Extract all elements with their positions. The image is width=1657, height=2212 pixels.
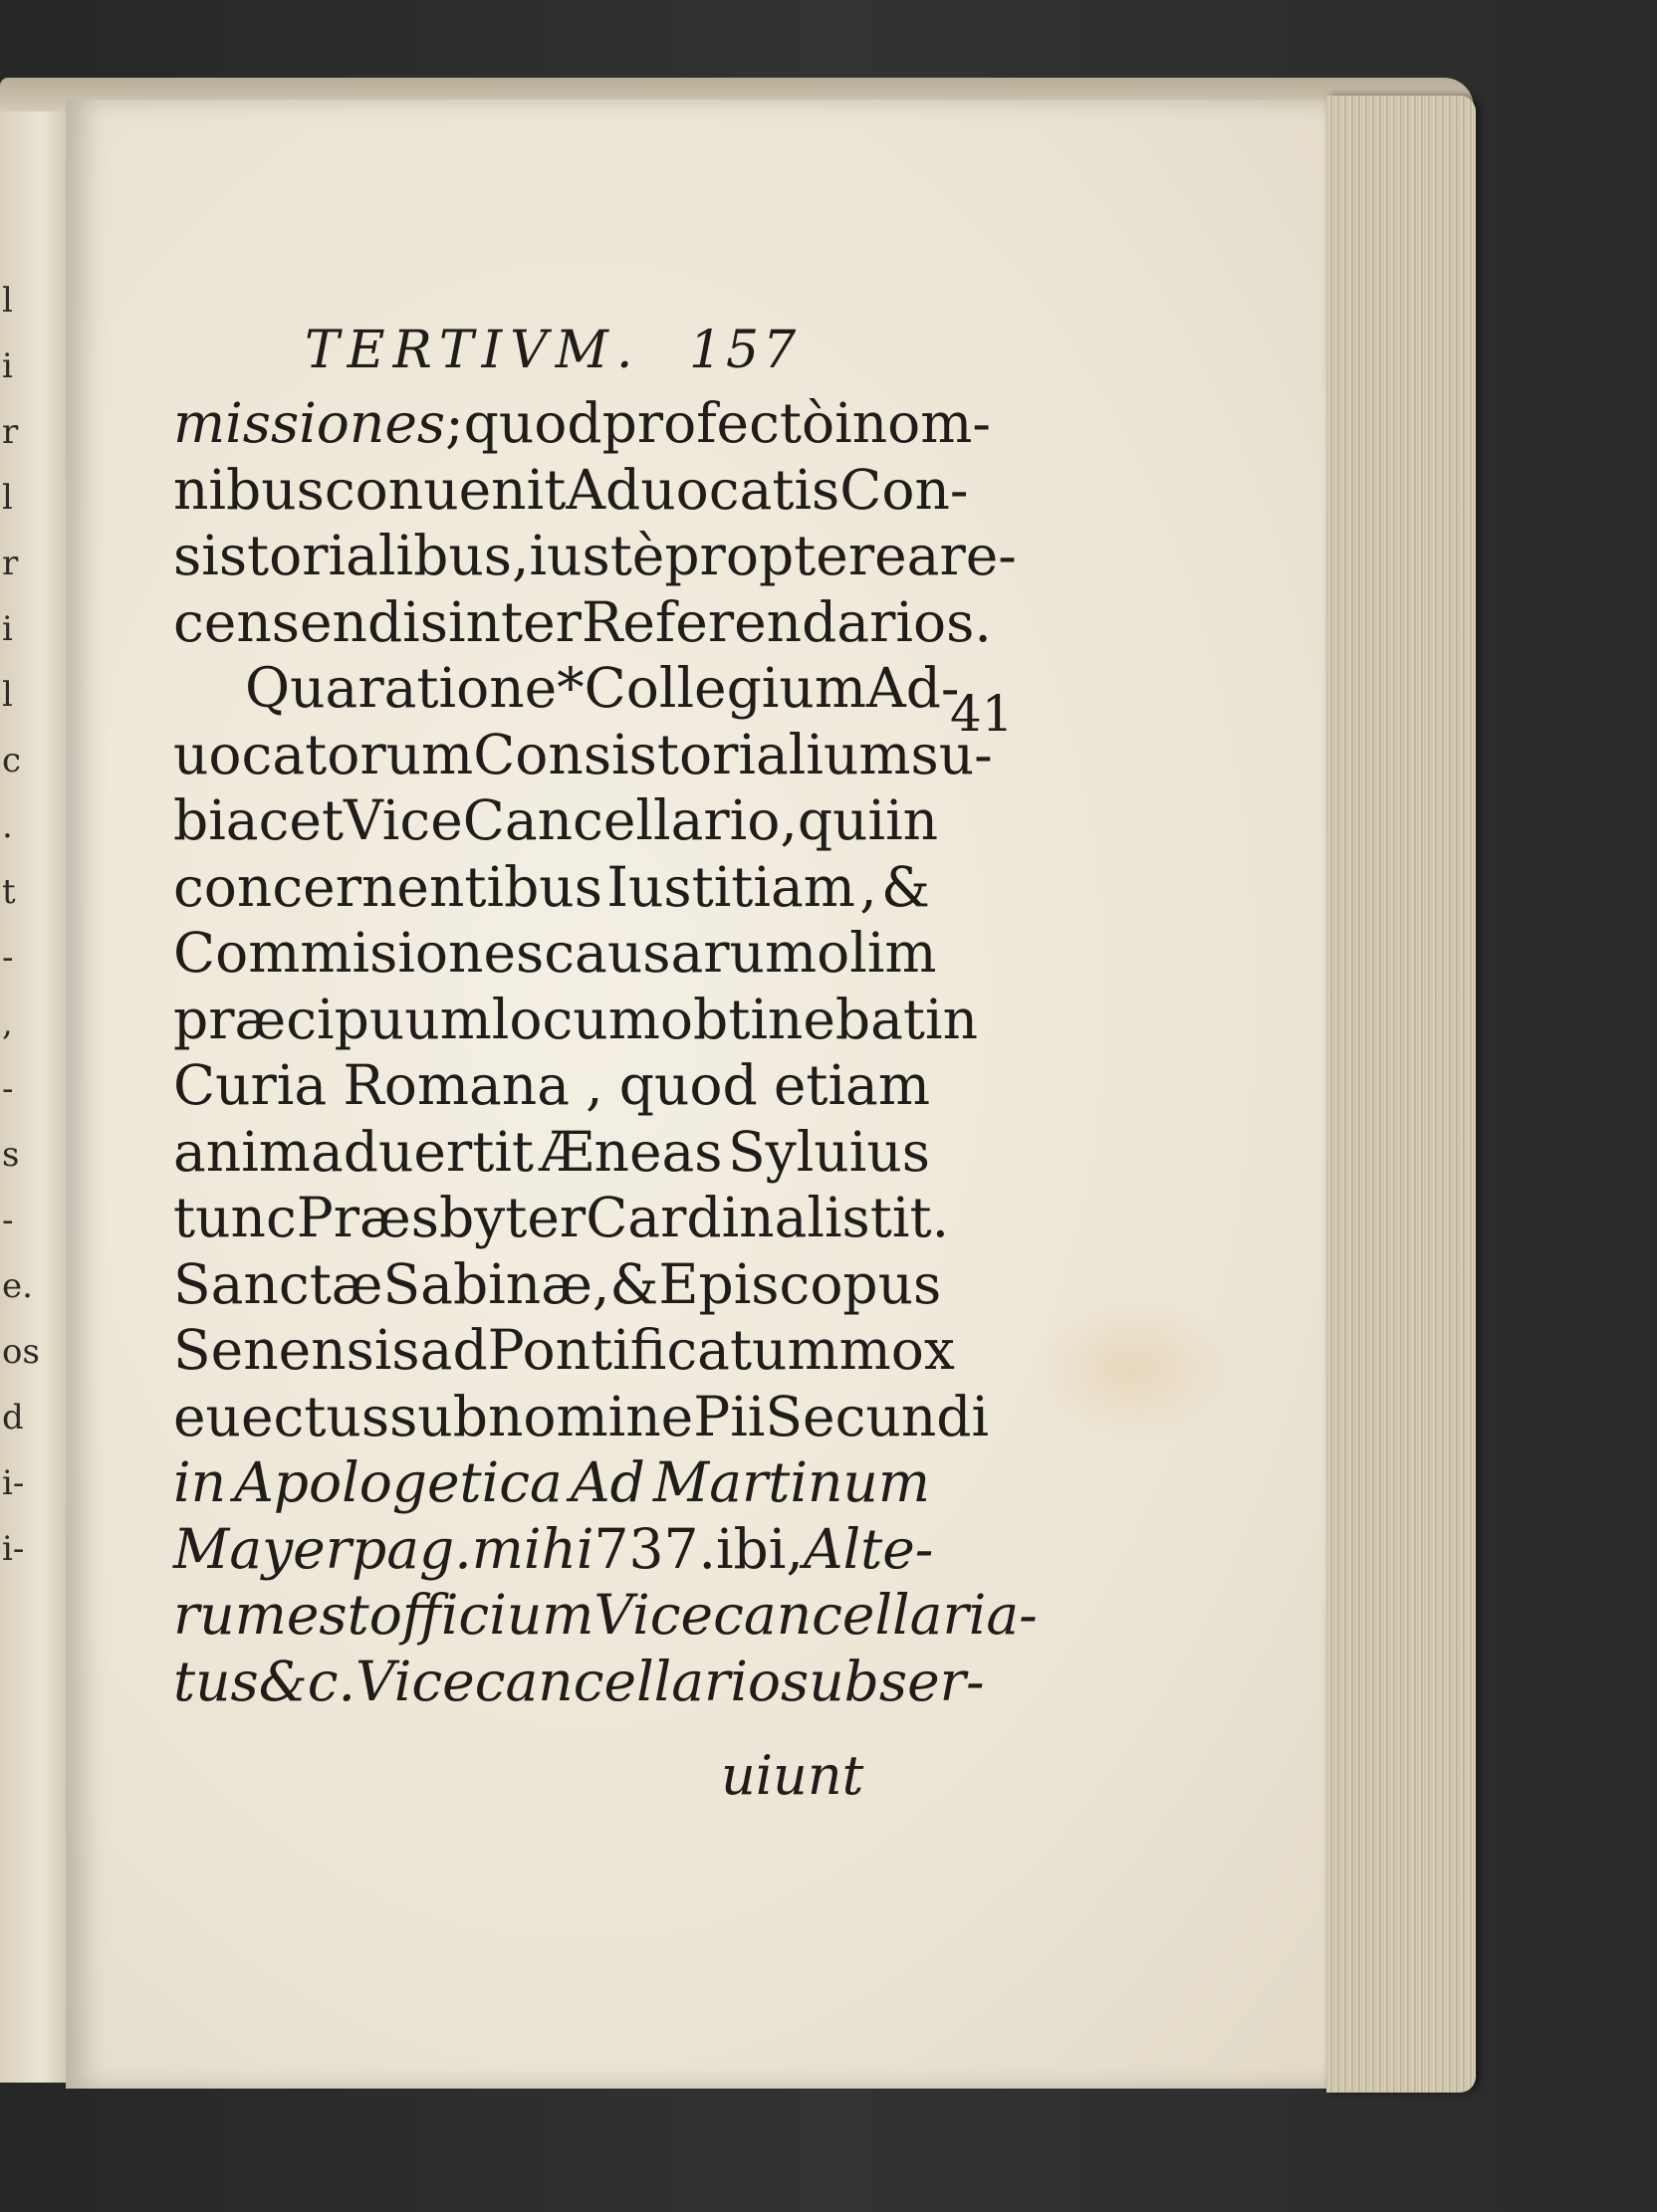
text-line	[173, 1052, 930, 1119]
word: pag.	[352, 1516, 472, 1581]
word: mox	[838, 1318, 955, 1382]
word: Senensis	[173, 1318, 420, 1382]
word: ,	[586, 1053, 603, 1117]
left-page-fragment: e.	[2, 1266, 33, 1306]
left-page-fragment: d	[2, 1398, 24, 1438]
left-page-edge	[0, 111, 72, 2083]
word: 737.	[593, 1516, 716, 1581]
running-head	[305, 321, 862, 380]
word: in	[173, 1450, 227, 1514]
word: ratione	[357, 656, 558, 720]
word: sistorialibus,	[173, 524, 530, 587]
running-head-title: TERTIVM.	[305, 321, 641, 380]
word: Commisiones	[173, 921, 545, 985]
text-line	[173, 390, 991, 457]
left-page-fragment: -	[2, 938, 14, 978]
word: nomine	[487, 1384, 694, 1448]
left-page-fragment: l	[2, 478, 13, 518]
word: Episcopus	[658, 1251, 942, 1316]
word: *Collegium	[557, 656, 866, 720]
text-line	[173, 523, 1017, 589]
text-line	[173, 1119, 930, 1186]
left-page-fragment: c	[2, 741, 22, 780]
left-page-fragment: l	[2, 281, 13, 321]
page-edges	[1326, 96, 1476, 2093]
text-line	[173, 589, 992, 656]
word: quod	[618, 1053, 758, 1117]
text-line	[173, 1185, 950, 1251]
word: mihi	[471, 1516, 594, 1581]
left-page-fragment: r	[2, 412, 19, 452]
word: Referendarios	[581, 589, 975, 654]
word: iustè	[529, 524, 665, 587]
word: Iustitiam	[606, 854, 855, 919]
left-page-fragment: l	[2, 675, 13, 715]
word: causarum	[544, 921, 818, 985]
word: Martinum	[652, 1450, 930, 1514]
word: Mayer	[173, 1516, 353, 1581]
text-line	[173, 1582, 1038, 1649]
word: ,	[592, 1251, 610, 1316]
word: in	[924, 987, 978, 1051]
text-line	[173, 987, 978, 1053]
word: Pontificatum	[487, 1318, 839, 1382]
word: in	[834, 391, 888, 455]
word: censendis	[173, 589, 448, 654]
catchword: uiunt	[721, 1744, 864, 1807]
word: Ad-	[865, 656, 960, 720]
text-line	[173, 1251, 942, 1318]
word: officium	[368, 1583, 594, 1647]
word: Consistorialium	[473, 722, 911, 786]
word: qui	[797, 788, 886, 852]
left-page-fragment: i-	[2, 1463, 25, 1503]
left-page-fragment: -	[2, 1201, 14, 1240]
word: &	[881, 854, 930, 919]
word: Con-	[839, 457, 969, 522]
text-line	[173, 655, 960, 722]
left-page-fragment: r	[2, 544, 19, 583]
word: Præsbyter	[296, 1186, 587, 1249]
word: Ad	[570, 1450, 645, 1514]
left-page-fragment: i	[2, 609, 13, 649]
word: &c.	[258, 1649, 355, 1713]
word: inter	[448, 589, 582, 654]
word: uocatorum	[173, 722, 474, 786]
word: sub	[389, 1384, 488, 1448]
text-line	[173, 1516, 934, 1583]
word: biacet	[173, 788, 345, 852]
word: nibus	[173, 457, 325, 522]
text-line	[173, 787, 939, 854]
text-line	[173, 1649, 985, 1715]
text-line	[173, 722, 993, 788]
word: ad	[419, 1318, 488, 1382]
left-page-fragment: os	[2, 1332, 40, 1372]
word: Syluius	[727, 1119, 930, 1184]
margin-note: 41	[950, 685, 1014, 743]
word: Romana	[343, 1053, 570, 1117]
word: Secundi	[765, 1384, 990, 1448]
text-line	[173, 854, 930, 921]
word: Æneas	[539, 1119, 723, 1184]
word: Curia	[173, 1053, 328, 1117]
word: quod	[463, 391, 602, 455]
page-number: 157	[688, 321, 801, 380]
word: Pii	[693, 1384, 766, 1448]
left-page-fragment: i	[2, 346, 13, 386]
text-line	[173, 1384, 990, 1450]
text-line	[173, 457, 969, 524]
word: in	[885, 788, 939, 852]
word: Alte-	[803, 1516, 934, 1581]
word: conuenit	[324, 457, 567, 522]
word: Cardinalis	[586, 1186, 870, 1249]
word: Sabinæ	[382, 1251, 592, 1316]
word: Sanctæ	[173, 1251, 383, 1316]
word: ;	[445, 391, 464, 455]
word: euectus	[173, 1384, 390, 1448]
word: re-	[939, 524, 1017, 587]
word: tus	[173, 1649, 259, 1713]
word: Apologetica	[234, 1450, 563, 1514]
word: om-	[887, 391, 991, 455]
word: locum	[491, 987, 660, 1051]
word: tit.	[869, 1186, 950, 1249]
left-page-fragment: ,	[2, 1003, 13, 1043]
word: missiones	[173, 391, 446, 455]
word: ViceCancellario,	[344, 788, 798, 852]
left-page-fragment: i-	[2, 1529, 25, 1569]
left-page-fragment: .	[2, 806, 13, 846]
word: est	[286, 1583, 369, 1647]
word: tunc	[173, 1186, 297, 1249]
left-page-fragment: s	[2, 1135, 20, 1175]
word: &	[609, 1251, 659, 1316]
word: olim	[817, 921, 937, 985]
word: Qua	[245, 656, 358, 720]
word: ibi,	[715, 1516, 804, 1581]
word: .	[974, 589, 992, 654]
word: ,	[859, 854, 877, 919]
word: Vicecancellario	[355, 1649, 782, 1713]
foxing-stain	[1026, 1294, 1235, 1443]
word: Aduocatis	[566, 457, 840, 522]
word: su-	[910, 722, 993, 786]
text-line	[173, 920, 937, 987]
word: etiam	[773, 1053, 930, 1117]
text-line	[173, 1449, 930, 1516]
word: propterea	[664, 524, 940, 587]
word: præcipuum	[173, 987, 492, 1051]
word: animaduertit	[173, 1119, 535, 1184]
word: subser-	[781, 1649, 985, 1713]
text-line	[173, 1317, 955, 1384]
word: concernentibus	[173, 854, 602, 919]
word: Vicecancellaria-	[593, 1583, 1038, 1647]
word: rum	[173, 1583, 287, 1647]
left-page-fragment: -	[2, 1069, 14, 1109]
word: obtinebat	[659, 987, 925, 1051]
word: profectò	[601, 391, 835, 455]
left-page-fragment: t	[2, 872, 16, 912]
